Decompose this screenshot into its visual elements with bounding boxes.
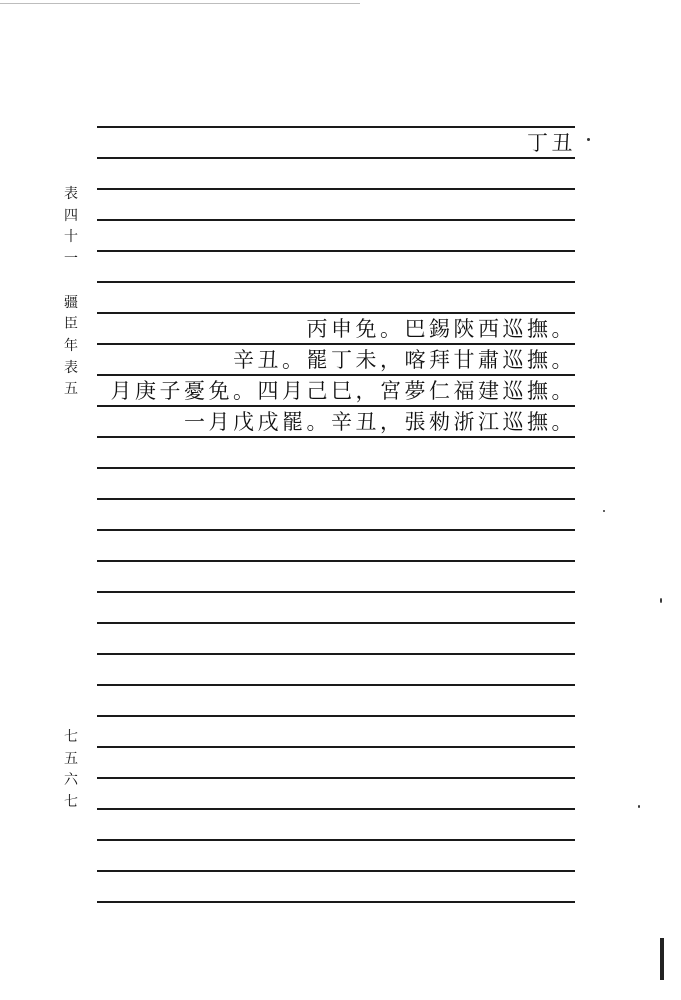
row-rule	[97, 808, 575, 810]
scan-speck	[660, 598, 662, 603]
page-number-char: 七	[64, 794, 78, 811]
table-row: 丙申免。巴錫陝西巡撫。	[306, 317, 576, 341]
margin-title-char: 年	[64, 337, 78, 354]
row-rule	[97, 219, 575, 221]
row-rule	[97, 467, 575, 469]
row-rule	[97, 250, 575, 252]
margin-title-char: 臣	[64, 316, 78, 333]
page-number	[60, 727, 82, 814]
row-rule	[97, 777, 575, 779]
margin-title-char: 表	[64, 359, 78, 376]
row-rule	[97, 901, 575, 903]
row-rule	[97, 746, 575, 748]
row-rule	[97, 622, 575, 624]
row-rule	[97, 715, 575, 717]
row-rule	[97, 839, 575, 841]
scan-speck	[587, 138, 590, 141]
margin-title-char: 一	[64, 251, 78, 268]
table-row: 月庚子憂免。四月己巳，宮夢仁福建巡撫。	[110, 379, 576, 403]
row-rule	[97, 188, 575, 190]
margin-title-char: 十	[64, 229, 78, 246]
row-rule	[97, 529, 575, 531]
margin-title-char	[60, 271, 82, 293]
margin-title-char: 疆	[64, 294, 78, 311]
margin-title-char: 表	[64, 186, 78, 202]
scan-speck	[638, 805, 640, 808]
scan-speck	[603, 510, 605, 512]
row-rule	[97, 560, 575, 562]
page-number-char: 七	[64, 729, 78, 745]
row-rule	[97, 653, 575, 655]
table-row: 一月戊戌罷。辛丑，張勑浙江巡撫。	[184, 410, 576, 434]
table-row: 辛丑。罷丁未，喀拜甘肅巡撫。	[233, 348, 576, 372]
page-number-char: 五	[64, 750, 78, 767]
row-rule	[97, 684, 575, 686]
page-number-char: 六	[64, 772, 78, 789]
margin-title	[60, 184, 82, 401]
scan-top-rule	[0, 3, 360, 4]
row-rule	[97, 281, 575, 283]
row-rule	[97, 870, 575, 872]
row-rule	[97, 126, 575, 128]
row-rule	[97, 591, 575, 593]
row-rule	[97, 498, 575, 500]
margin-title-char: 五	[64, 381, 78, 398]
margin-title-char: 四	[64, 207, 78, 224]
scan-edge-mark	[660, 938, 664, 980]
table-row: 丁丑	[527, 131, 576, 155]
row-rule	[97, 157, 575, 159]
